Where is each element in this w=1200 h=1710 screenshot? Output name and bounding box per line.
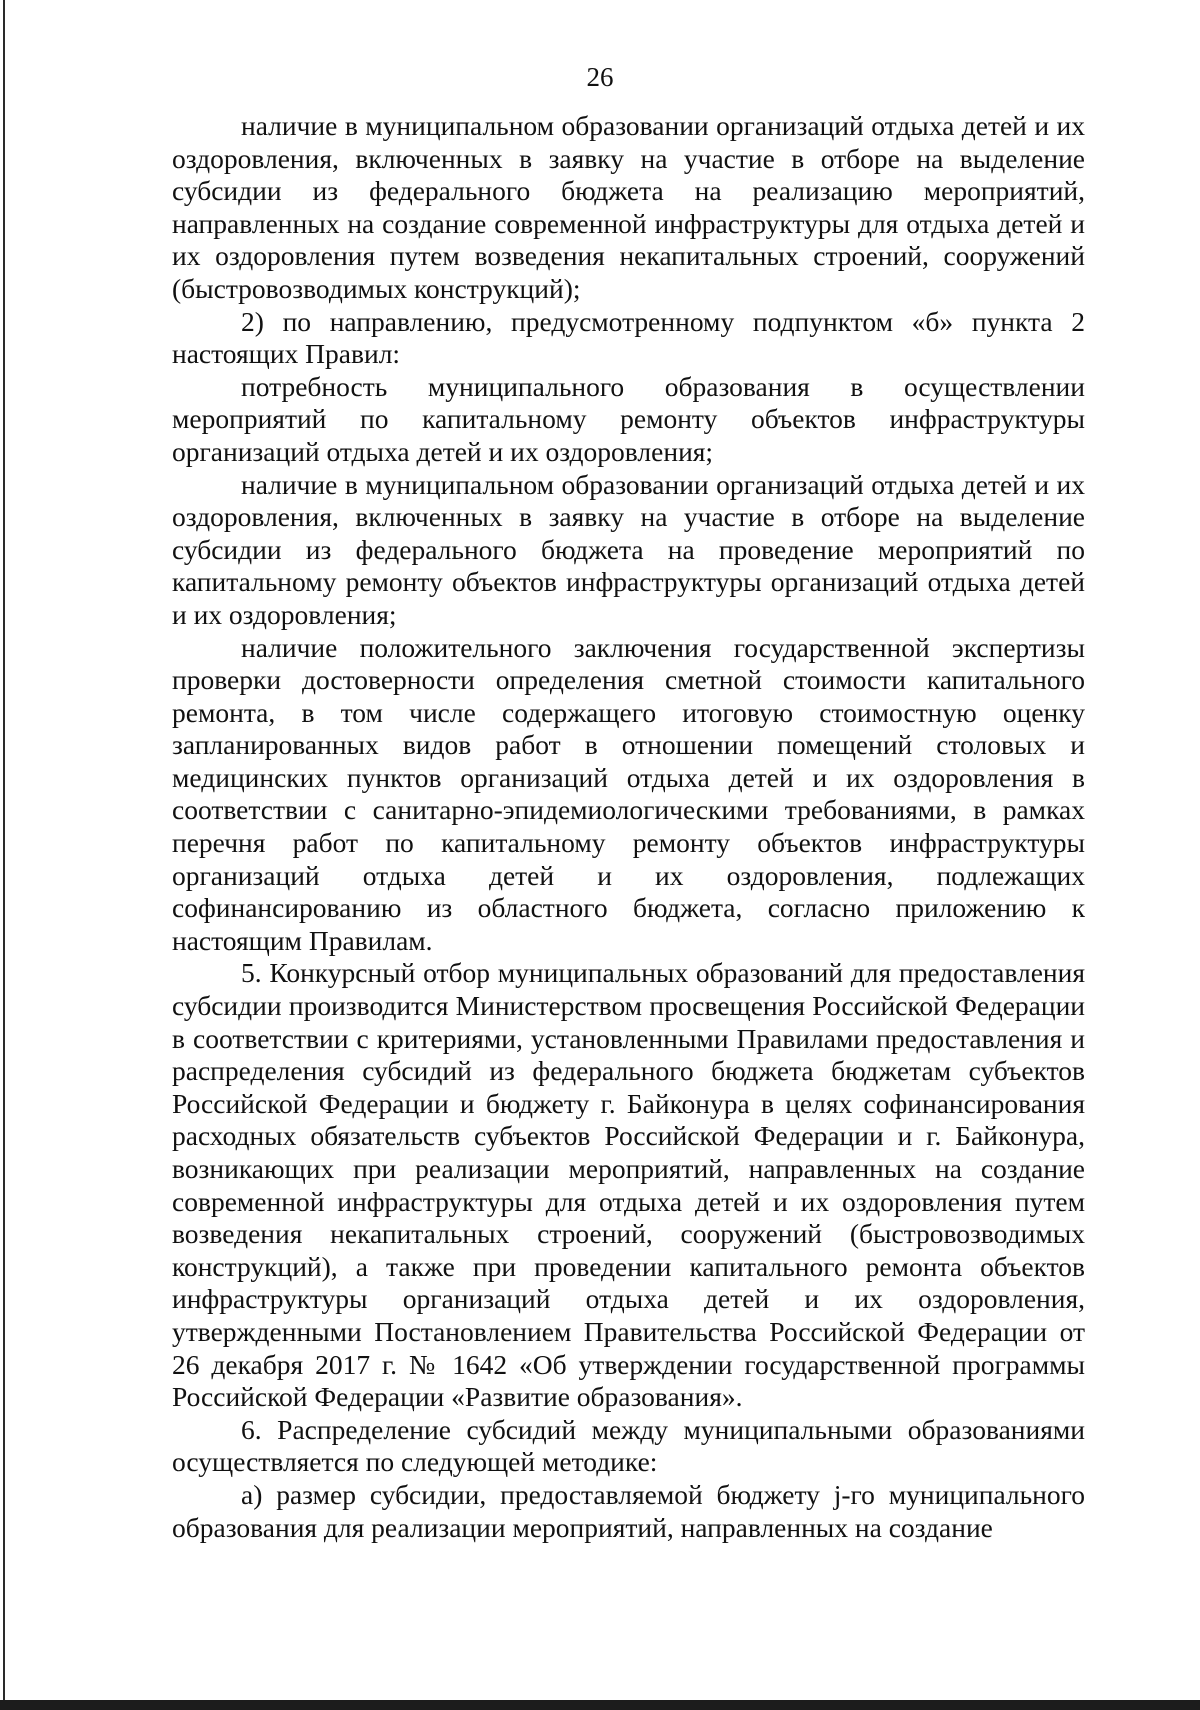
- document-body: [172, 110, 1085, 1544]
- scan-left-edge: [3, 0, 5, 1710]
- paragraph-direction-2: 2) по направлению, предусмотренному подпунктом «б» пункта 2 настоящих Правил:: [172, 305, 1085, 370]
- paragraph-infrastructure-application: наличие в муниципальном образовании организаций отдыха детей и их оздоровления, включенных в заявку на участие в отборе на выделение субсидии из федерального бюджета на реализацию мероприятий, направленных на создание современной инфраструктуры для отдыха детей и их оздоровления путем возведения некапитальных строений, сооружений (быстровозводимых конструкций);: [172, 110, 1085, 304]
- paragraph-subsidy-size: а) размер субсидии, предоставляемой бюджету j-го муниципального образования для реализации мероприятий, направленных на создание: [172, 1478, 1085, 1543]
- paragraph-repair-application: наличие в муниципальном образовании организаций отдыха детей и их оздоровления, включенных в заявку на участие в отборе на выделение субсидии из федерального бюджета на проведение мероприятий по капитальному ремонту объектов инфраструктуры организаций отдыха детей и их оздоровления;: [172, 468, 1085, 630]
- paragraph-section-5: 5. Конкурсный отбор муниципальных образований для предоставления субсидии производится Министерством просвещения Российской Федерации в соответствии с критериями, установленными Правилами предоставления и распределения субсидий из федерального бюджета бюджетам субъектов Российской Федерации и бюджету г. Байконура в целях софинансирования расходных обязательств субъектов Российской Федерации и г. Байконура, возникающих при реализации мероприятий, направленных на создание современной инфраструктуры для отдыха детей и их оздоровления путем возведения некапитальных строений, сооружений (быстровозводимых конструкций), а также при проведении капитального ремонта объектов инфраструктуры организаций отдыха детей и их оздоровления, утвержденными Постановлением Правительства Российской Федерации от 26 декабря 2017 г. № 1642 «Об утверждении государственной программы Российской Федерации «Развитие образования».: [172, 957, 1085, 1413]
- scan-bottom-edge: [0, 1700, 1200, 1710]
- paragraph-state-expertise: наличие положительного заключения государственной экспертизы проверки достоверности определения сметной стоимости капитального ремонта, в том числе содержащего итоговую стоимостную оценку запланированных видов работ в отношении помещений столовых и медицинских пунктов организаций отдыха детей и их оздоровления в соответствии с санитарно-эпидемиологическими требованиями, в рамках перечня работ по капитальному ремонту объектов инфраструктуры организаций отдыха детей и их оздоровления, подлежащих софинансированию из областного бюджета, согласно приложению к настоящим Правилам.: [172, 631, 1085, 956]
- paragraph-section-6: 6. Распределение субсидий между муниципальными образованиями осуществляется по следующей методике:: [172, 1413, 1085, 1478]
- page-number: 26: [586, 62, 614, 92]
- paragraph-repair-need: потребность муниципального образования в осуществлении мероприятий по капитальному ремонту объектов инфраструктуры организаций отдыха детей и их оздоровления;: [172, 370, 1085, 467]
